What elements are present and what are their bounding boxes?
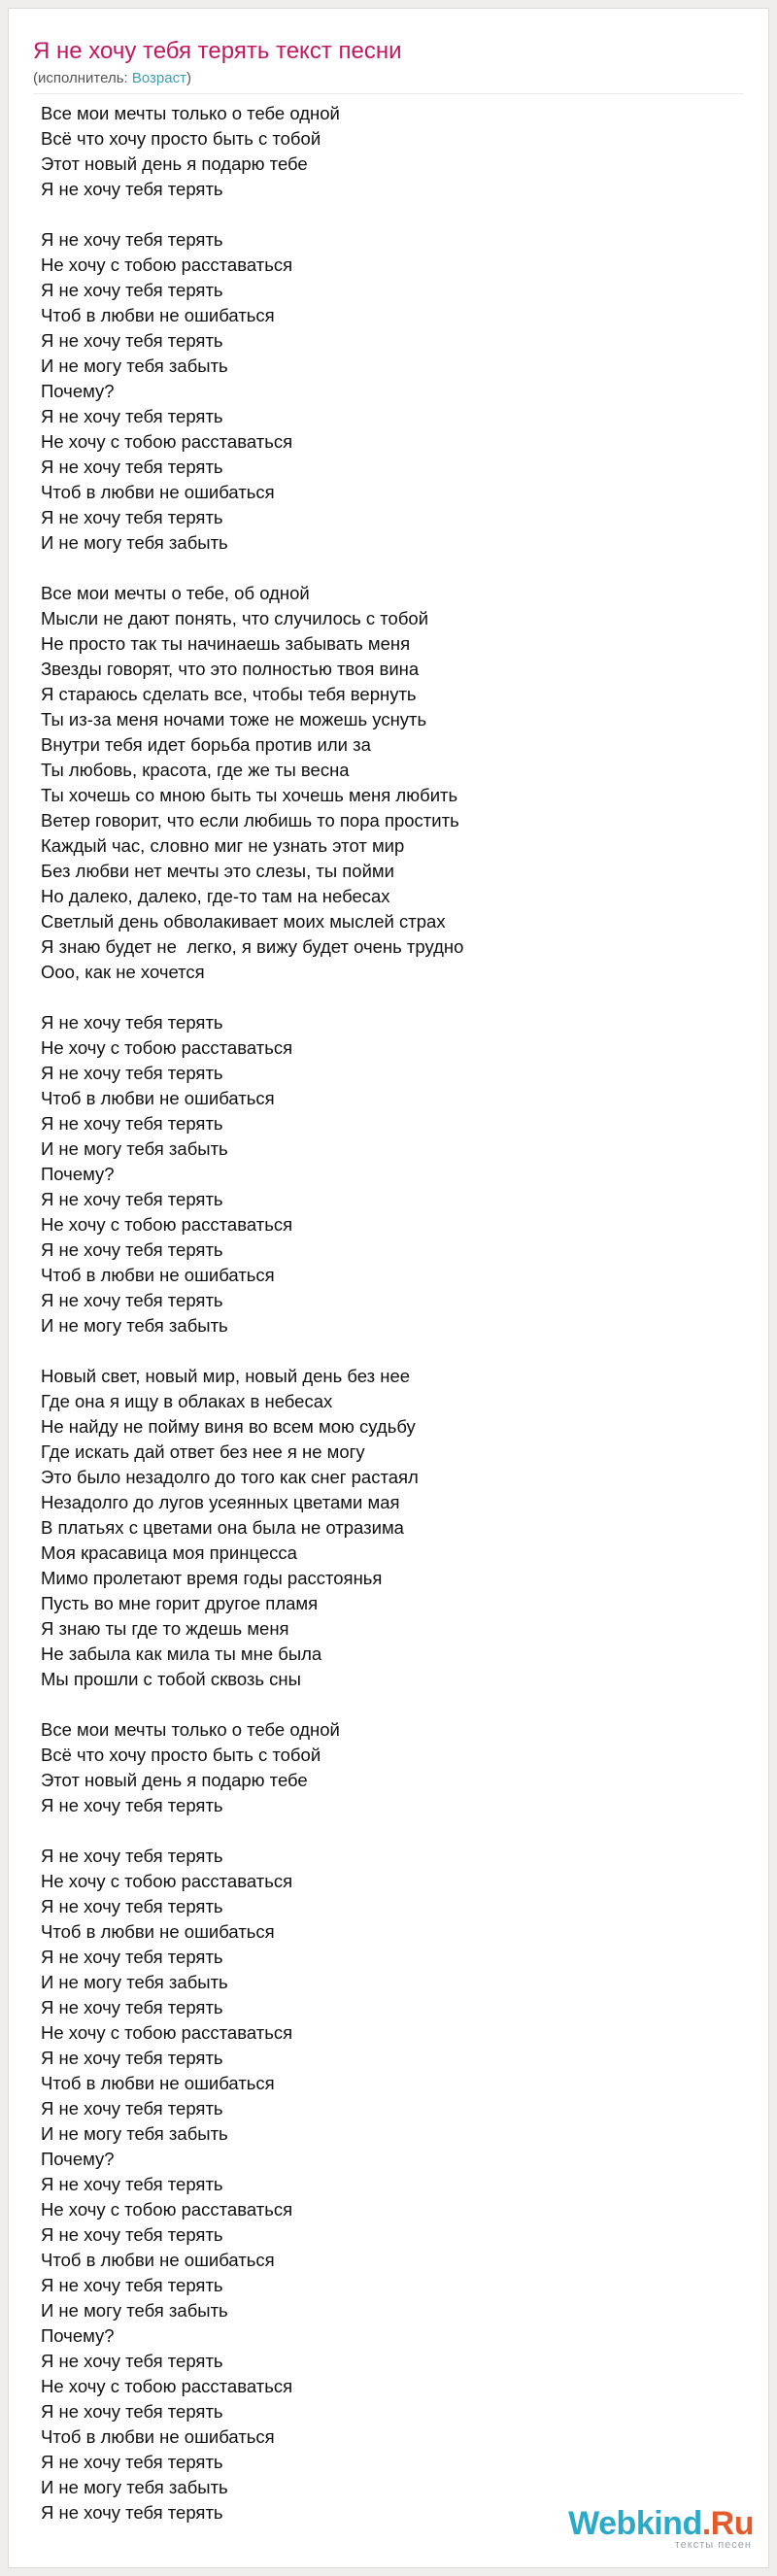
lyric-line: Я не хочу тебя терять <box>41 406 223 426</box>
lyric-line: Где искать дай ответ без нее я не могу <box>41 1441 365 1462</box>
lyric-line: Не хочу с тобою расставаться <box>41 2022 293 2043</box>
lyric-line: Не просто так ты начинаешь забывать меня <box>41 633 411 654</box>
lyric-line: Мимо пролетают время годы расстоянья <box>41 1568 383 1588</box>
logo-wordmark <box>568 2506 754 2541</box>
lyric-line: Я не хочу тебя терять <box>41 2351 223 2371</box>
lyric-line: Светлый день обволакивает моих мыслей страх <box>41 911 446 932</box>
lyric-line: Я не хочу тебя терять <box>41 1063 223 1083</box>
lyric-line: Каждый час, словно миг не узнать этот мир <box>41 835 405 856</box>
stanza-gap <box>41 985 721 1010</box>
lyric-line: Я не хочу тебя терять <box>41 1795 223 1815</box>
lyric-line: Я не хочу тебя терять <box>41 330 223 351</box>
lyric-line: Чтоб в любви не ошибаться <box>41 2426 275 2447</box>
lyric-line: Не хочу с тобою расставаться <box>41 1871 293 1891</box>
lyric-line: Я не хочу тебя терять <box>41 280 223 300</box>
lyric-line: И не могу тебя забыть <box>41 532 228 553</box>
lyric-line: Без любви нет мечты это слезы, ты пойми <box>41 861 394 881</box>
lyric-line: Чтоб в любви не ошибаться <box>41 1921 275 1942</box>
lyric-line: В платьях с цветами она была не отразима <box>41 1517 404 1538</box>
lyric-line: Чтоб в любви не ошибаться <box>41 2250 275 2270</box>
lyric-line: Я не хочу тебя терять <box>41 229 223 250</box>
lyric-line: Ветер говорит, что если любишь то пора простить <box>41 810 459 830</box>
lyric-line: Я не хочу тебя терять <box>41 2174 223 2194</box>
lyric-line: Почему? <box>41 2325 115 2346</box>
lyric-line: Ты из-за меня ночами тоже не можешь уснуть <box>41 709 427 729</box>
lyric-line: Я не хочу тебя терять <box>41 1189 223 1209</box>
lyric-line: Я не хочу тебя терять <box>41 2502 223 2523</box>
lyric-line: Всё что хочу просто быть с тобой <box>41 128 321 149</box>
lyric-line: Все мои мечты о тебе, об одной <box>41 583 310 603</box>
lyric-line: Ты любовь, красота, где же ты весна <box>41 760 350 780</box>
lyric-line: Чтоб в любви не ошибаться <box>41 2073 275 2093</box>
lyric-line: Этот новый день я подарю тебе <box>41 153 308 174</box>
lyric-line: И не могу тебя забыть <box>41 2300 228 2321</box>
lyric-line: Не хочу с тобою расставаться <box>41 1037 293 1058</box>
lyric-line: Не найду не пойму виня во всем мою судьбу <box>41 1416 416 1437</box>
lyric-line: Я не хочу тебя терять <box>41 1947 223 1967</box>
lyric-line: Почему? <box>41 1164 115 1184</box>
lyric-line: И не могу тебя забыть <box>41 1315 228 1336</box>
lyric-line: Пусть во мне горит другое пламя <box>41 1593 319 1613</box>
lyric-line: И не могу тебя забыть <box>41 1972 228 1992</box>
artist-suffix: ) <box>186 70 191 86</box>
logo-tld: .Ru <box>701 2505 754 2542</box>
lyric-line: Я не хочу тебя терять <box>41 2098 223 2118</box>
lyric-line: Внутри тебя идет борьба против или за <box>41 734 371 755</box>
lyric-line: Этот новый день я подарю тебе <box>41 1770 308 1790</box>
lyric-line: Ты хочешь со мною быть ты хочешь меня любить <box>41 785 458 805</box>
lyric-line: Чтоб в любви не ошибаться <box>41 1088 275 1108</box>
stanza-gap <box>41 202 721 227</box>
lyric-line: Ооо, как не хочется <box>41 962 205 982</box>
lyric-line: Я не хочу тебя терять <box>41 1239 223 1260</box>
lyric-line: И не могу тебя забыть <box>41 2123 228 2144</box>
lyric-line: Звезды говорят, что это полностью твоя вина <box>41 659 420 679</box>
lyric-line: Я не хочу тебя терять <box>41 1846 223 1866</box>
lyric-line: Я не хочу тебя терять <box>41 1290 223 1310</box>
lyric-line: Я не хочу тебя терять <box>41 2224 223 2245</box>
lyric-line: Почему? <box>41 381 115 401</box>
lyric-line: Я не хочу тебя терять <box>41 1012 223 1033</box>
lyric-line: Чтоб в любви не ошибаться <box>41 305 275 325</box>
stanza-gap <box>41 556 721 581</box>
lyric-line: Почему? <box>41 2149 115 2169</box>
lyric-line: Я не хочу тебя терять <box>41 2452 223 2472</box>
lyric-line: Не хочу с тобою расставаться <box>41 431 293 452</box>
lyric-line: Не хочу с тобою расставаться <box>41 1214 293 1235</box>
lyric-line: Я не хочу тебя терять <box>41 507 223 527</box>
lyric-line: Не хочу с тобою расставаться <box>41 2376 293 2396</box>
site-logo[interactable] <box>568 2506 754 2551</box>
lyric-line: И не могу тебя забыть <box>41 356 228 376</box>
logo-brand: Webkind <box>568 2505 702 2542</box>
lyric-line: Не забыла как мила ты мне была <box>41 1644 322 1664</box>
lyric-line: Моя красавица моя принцесса <box>41 1542 297 1563</box>
lyric-line: Все мои мечты только о тебе одной <box>41 1719 340 1740</box>
lyric-line: Чтоб в любви не ошибаться <box>41 482 275 502</box>
lyric-line: Я не хочу тебя терять <box>41 2401 223 2422</box>
lyric-line: Не хочу с тобою расставаться <box>41 254 293 275</box>
artist-link[interactable]: Возраст <box>131 70 186 86</box>
lyric-line: Я знаю будет не легко, я вижу будет очень трудно <box>41 936 464 957</box>
stanza-gap <box>41 1692 721 1717</box>
lyric-line: Я не хочу тебя терять <box>41 1113 223 1134</box>
lyric-line: Не хочу с тобою расставаться <box>41 2199 293 2220</box>
lyric-line: Всё что хочу просто быть с тобой <box>41 1745 321 1765</box>
lyric-line: Незадолго до лугов усеянных цветами мая <box>41 1492 400 1512</box>
stanza-gap <box>41 1339 721 1364</box>
page-title: Я не хочу тебя терять текст песни <box>33 38 402 64</box>
lyric-line: Я стараюсь сделать все, чтобы тебя вернуть <box>41 684 417 704</box>
lyric-line: Все мои мечты только о тебе одной <box>41 103 340 123</box>
lyrics-text <box>41 101 721 2525</box>
lyric-line: И не могу тебя забыть <box>41 1138 228 1159</box>
artist-prefix: (исполнитель: <box>33 70 132 86</box>
logo-tagline: тексты песен <box>674 2539 752 2551</box>
lyric-line: Это было незадолго до того как снег растаял <box>41 1467 419 1487</box>
lyric-line: Я не хочу тебя терять <box>41 179 223 199</box>
lyric-line: Я знаю ты где то ждешь меня <box>41 1618 289 1639</box>
lyric-line: И не могу тебя забыть <box>41 2477 228 2497</box>
lyric-line: Мы прошли с тобой сквозь сны <box>41 1669 301 1689</box>
lyric-line: Я не хочу тебя терять <box>41 1997 223 2017</box>
lyric-line: Но далеко, далеко, где-то там на небесах <box>41 886 390 906</box>
lyric-line: Чтоб в любви не ошибаться <box>41 1265 275 1285</box>
lyric-line: Я не хочу тебя терять <box>41 2048 223 2068</box>
lyric-line: Где она я ищу в облаках в небесах <box>41 1391 333 1411</box>
lyric-line: Новый свет, новый мир, новый день без нее <box>41 1366 411 1386</box>
artist-line <box>33 69 402 88</box>
lyric-line: Я не хочу тебя терять <box>41 1896 223 1916</box>
song-header <box>33 37 402 88</box>
lyric-line: Я не хочу тебя терять <box>41 2275 223 2295</box>
lyric-line: Мысли не дают понять, что случилось с тобой <box>41 608 429 628</box>
stanza-gap <box>41 1818 721 1844</box>
header-divider <box>33 93 744 94</box>
lyric-line: Я не хочу тебя терять <box>41 457 223 477</box>
